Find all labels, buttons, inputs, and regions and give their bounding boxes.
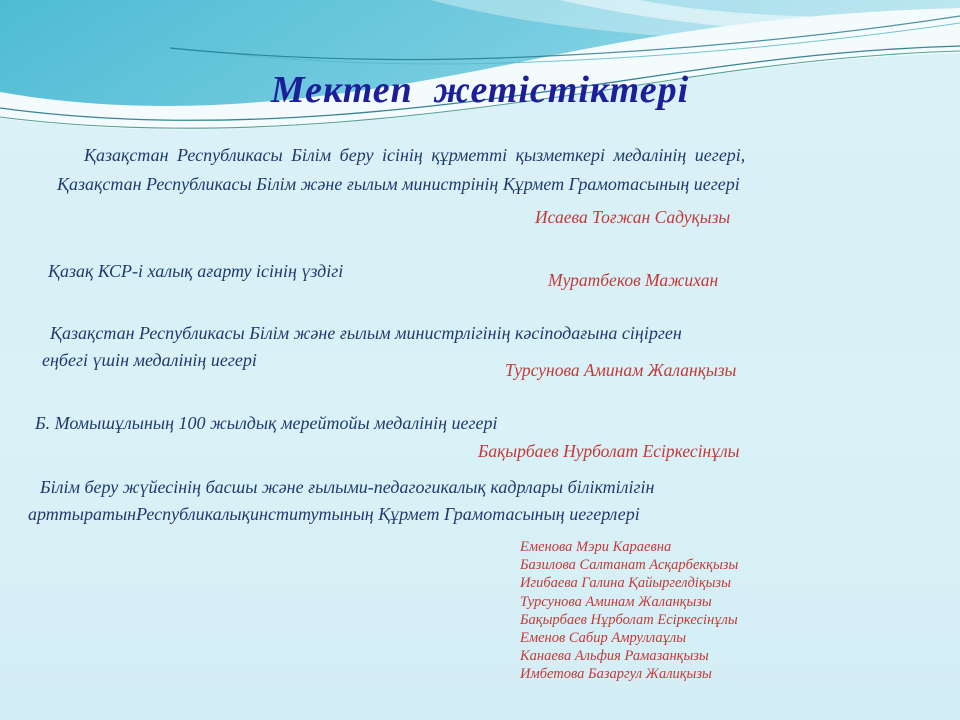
award-3-line-2: еңбегі үшін медалінің иегері (42, 350, 257, 370)
recipient-list-item-1: Еменова Мэри Караевна (520, 539, 672, 555)
recipient-list (520, 538, 738, 684)
recipient-list-item-8: Имбетова Базаргул Жалиқызы (520, 666, 712, 683)
recipient-list-item-7: Канаева Альфия Рамазанқызы (520, 648, 709, 665)
recipient-list-item-6: Еменов Сабир Амруллаұлы (520, 630, 687, 647)
recipient-list-item-2: Базилова Салтанат Асқарбекқызы (520, 557, 739, 574)
award-4-line-1: Б. Момышұлының 100 жылдық мерейтойы медалінің иегері (35, 413, 498, 433)
recipient-list-item-4: Турсунова Аминам Жаланқызы (520, 593, 712, 610)
award-5-line-1: Білім беру жүйесінің басшы және ғылыми-педагогикалық кадрлары біліктілігін (40, 477, 655, 497)
award-block-4 (35, 410, 498, 437)
recipient-name-1: Исаева Тоғжан Садуқызы (535, 207, 731, 227)
award-1-line-1: Қазақстан Республикасы Білім беру ісінің құрметті қызметкері медалінің иегері, (84, 145, 746, 165)
recipient-name-4: Бақырбаев Нурболат Есіркесінұлы (478, 441, 740, 461)
recipient-name-3: Турсунова Аминам Жаланқызы (505, 360, 737, 380)
award-3-line-1: Қазақстан Республикасы Білім және ғылым министрлігінің кәсіподағына сіңірген (50, 323, 682, 343)
award-block-5 (28, 474, 654, 528)
award-1-line-2: Қазақстан Республикасы Білім және ғылым министрінің Құрмет Грамотасының иегері (57, 174, 740, 194)
award-block-2 (48, 258, 343, 285)
slide-title: Мектеп жетістіктері (270, 69, 690, 111)
award-5-line-2: арттыратынРеспубликалықинститутының Құрмет Грамотасының иегерлері (28, 504, 640, 524)
award-block-1 (57, 141, 745, 199)
recipient-name-2: Муратбеков Мажихан (548, 270, 719, 290)
award-2-line-1: Қазақ КСР-і халық ағарту ісінің үздігі (48, 261, 344, 281)
recipient-list-item-5: Бақырбаев Нұрболат Есіркесінұлы (520, 611, 738, 628)
recipient-list-item-3: Игибаева Галина Қайыргелдіқызы (520, 575, 731, 592)
